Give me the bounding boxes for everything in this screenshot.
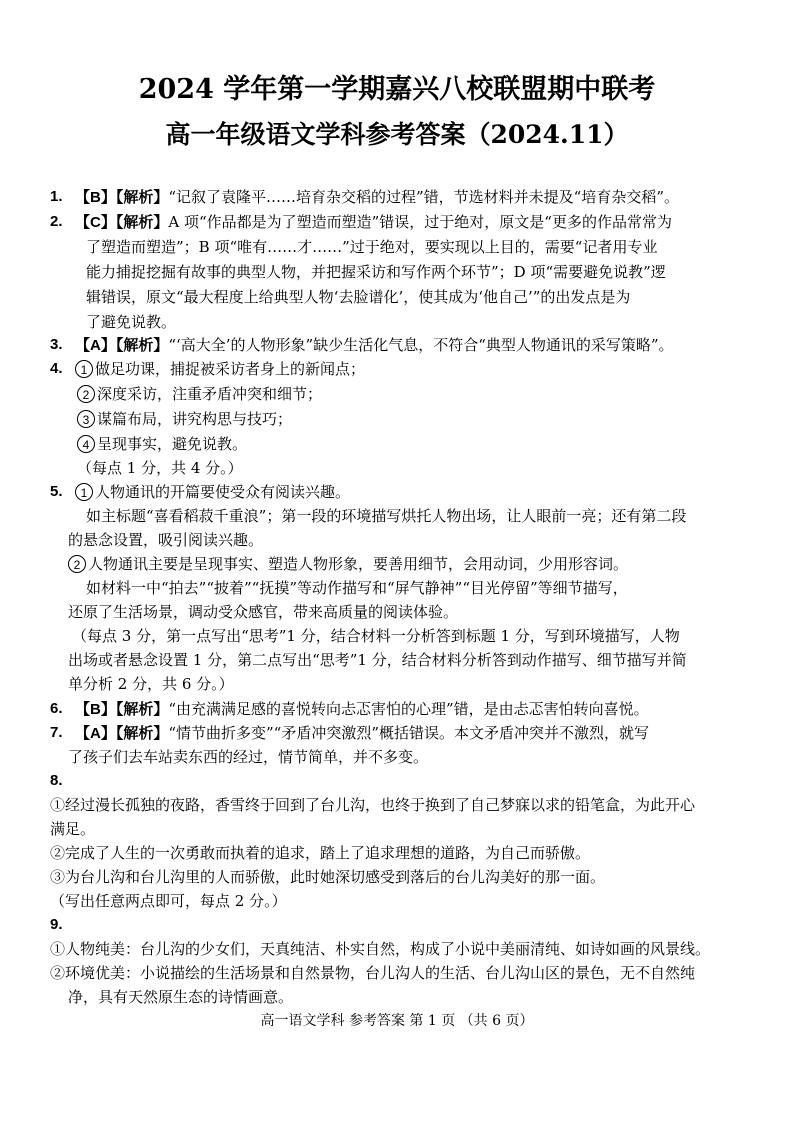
q8-answer-2: ②完成了人生的一次勇敢而执着的追求，踏上了追求理想的道路，为自己而骄傲。	[50, 844, 591, 862]
q4-item-4: 4 呈现事实，避免说教。	[77, 433, 247, 455]
circled-number: 1	[75, 483, 93, 501]
q8-answer-3: ③为台儿沟和台儿沟里的人而骄傲，此时她深切感受到落后的台儿沟美好的那一面。	[50, 868, 606, 886]
q5-point-1-example-1: 如主标题“喜看稻菽千重浪”；第一段的环境描写烘托人物出场，让人眼前一亮；还有第二段	[86, 507, 687, 525]
circled-number: 1	[75, 360, 93, 378]
q5-point-1-example-2: 的悬念设置，吸引阅读兴趣。	[68, 531, 264, 549]
q5-point-2: 2 人物通讯主要是呈现事实、塑造人物形象，要善用细节，会用动词，少用形容词。	[68, 553, 628, 575]
q4-item-3: 3 谋篇布局，讲究构思与技巧；	[77, 408, 292, 430]
q1-text: “记叙了袁隆平……培育杂交稻的过程”错，节选材料并未提及“培育杂交稻”。	[168, 188, 680, 206]
page-footer: 高一语文学科 参考答案 第 1 页 （共 6 页）	[260, 1013, 534, 1029]
q8-answer-1-cont: 满足。	[50, 820, 96, 838]
q3-text: “‘高大全’的人物形象”缺少生活化气息，不符合“典型人物通讯的采写策略”。	[168, 336, 674, 354]
q2-line-4: 辑错误，原文“最大程度上给典型人物‘去脸谱化’，使其成为‘他自己’”的出发点是为	[86, 288, 631, 306]
q2-line-5: 了避免说教。	[86, 313, 177, 331]
q6-text: “由充满满足感的喜悦转向忐忑害怕的心理”错，是由忐忑害怕转向喜悦。	[168, 700, 649, 718]
q7-text-1: “情节曲折多变”“矛盾冲突激烈”概括错误。本文矛盾冲突并不激烈，就写	[168, 724, 650, 742]
q5-score-1: （每点 3 分，第一点写出“思考”1 分，结合材料一分析答到标题 1 分，写到环境描写，人物	[72, 627, 680, 645]
q3-tag: 【A】【解析】	[75, 337, 169, 354]
q7-tag: 【A】【解析】	[75, 725, 169, 742]
q3-number: 3.	[50, 336, 63, 353]
circled-number: 2	[77, 385, 95, 403]
q8-answer-1: ①经过漫长孤独的夜路，香雪终于回到了台儿沟，也终于换到了自己梦寐以求的铅笔盒，为此开心	[50, 796, 696, 814]
q4-item-1: 1 做足功课，捕捉被采访者身上的新闻点；	[75, 358, 365, 380]
q9-number: 9.	[50, 916, 63, 933]
q5-point-2-example-1: 如材料一中“拍去”“披着”“抚摸”等动作描写和“屏气静神”“目光停留”等细节描写，	[86, 579, 628, 597]
q8-number: 8.	[50, 772, 63, 789]
document-title: 2024 学年第一学期嘉兴八校联盟期中联考	[138, 74, 656, 105]
q5-score-2: 出场或者悬念设置 1 分，第二点写出“思考”1 分，结合材料分析答到动作描写、细节描写并简	[68, 651, 687, 669]
q2-line-2: 了塑造而塑造”；B 项“唯有……才……”过于绝对，要实现以上目的，需要“记者用专业	[86, 238, 658, 256]
q5-score-3: 单分析 2 分，共 6 分。）	[68, 675, 234, 693]
q7-line-2: 了孩子们去车站卖东西的经过，情节简单，并不多变。	[68, 748, 429, 766]
document-subtitle: 高一年级语文学科参考答案（2024.11）	[165, 120, 629, 149]
q3-line-1	[75, 334, 674, 357]
q9-answer-2-cont: 净，具有天然原生态的诗情画意。	[68, 988, 294, 1006]
circled-number: 2	[68, 555, 86, 573]
circled-number: 4	[77, 435, 95, 453]
circled-number: 3	[77, 410, 95, 428]
q1-number: 1.	[50, 188, 63, 205]
q5-point-1: 1 人物通讯的开篇要使受众有阅读兴趣。	[75, 481, 350, 503]
q2-tag: 【C】【解析】	[75, 214, 169, 231]
q2-line-1	[75, 211, 672, 234]
q7-line-1	[75, 722, 649, 745]
q4-item-2: 2 深度采访，注重矛盾冲突和细节；	[77, 383, 322, 405]
q8-score: （写出任意两点即可，每点 2 分。）	[50, 892, 287, 910]
q1-line-1	[75, 186, 679, 209]
q7-number: 7.	[50, 724, 63, 741]
q5-number: 5.	[50, 483, 63, 500]
q2-text-1: A 项“作品都是为了塑造而塑造”错误，过于绝对，原文是“更多的作品常常为	[168, 213, 672, 231]
q2-line-3: 能力捕捉挖掘有故事的典型人物，并把握采访和写作两个环节”；D 项“需要避免说教”逻	[86, 263, 666, 281]
q6-tag: 【B】【解析】	[75, 701, 169, 718]
q4-number: 4.	[50, 360, 63, 377]
q5-point-2-example-2: 还原了生活场景，调动受众感官，带来高质量的阅读体验。	[68, 603, 459, 621]
q2-number: 2.	[50, 213, 63, 230]
q1-tag: 【B】【解析】	[75, 189, 169, 206]
q4-score: （每点 1 分，共 4 分。）	[77, 459, 243, 477]
q6-line-1	[75, 698, 649, 721]
q9-answer-2: ②环境优美：小说描绘的生活场景和自然景物，台儿沟人的生活、台儿沟山区的景色，无不自然纯	[50, 964, 696, 982]
q9-answer-1: ①人物纯美：台儿沟的少女们，天真纯洁、朴实自然，构成了小说中美丽清纯、如诗如画的风景线。	[50, 940, 711, 958]
q6-number: 6.	[50, 700, 63, 717]
